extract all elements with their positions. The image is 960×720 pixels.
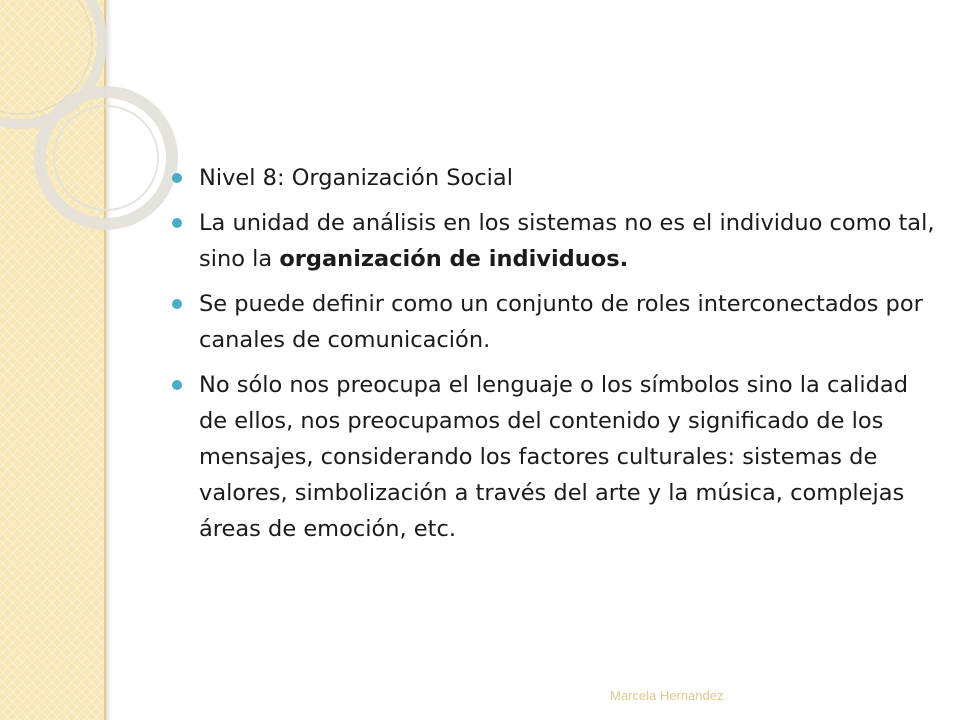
bullet-item-definition <box>172 286 942 358</box>
bullet-dot-icon <box>172 380 182 390</box>
footer-author: Marcela Hernandez <box>610 688 724 703</box>
bullet-emphasis: organización de individuos. <box>279 246 629 272</box>
bullet-item-cultural-factors <box>172 367 942 547</box>
bullet-dot-icon <box>172 299 182 309</box>
bullet-dot-icon <box>172 173 182 183</box>
slide-body <box>172 160 942 556</box>
bullet-text: Nivel 8: Organización Social <box>199 165 513 191</box>
bullet-item-title <box>172 160 942 196</box>
bullet-text: La unidad de análisis en los sistemas no es el individuo como tal, sino la <box>199 210 935 272</box>
bullet-item-unit-of-analysis <box>172 205 942 277</box>
bullet-text: Se puede definir como un conjunto de roles interconectados por canales de comunicación. <box>199 291 923 353</box>
bullet-dot-icon <box>172 218 182 228</box>
bullet-list <box>172 160 942 547</box>
bullet-text: No sólo nos preocupa el lenguaje o los símbolos sino la calidad de ellos, nos preocupamos del contenido y significado de los mensajes, considerando los factores culturales: sistemas de valores, simbolización a través del arte y la música, complejas áreas de emoción, etc. <box>199 372 908 542</box>
